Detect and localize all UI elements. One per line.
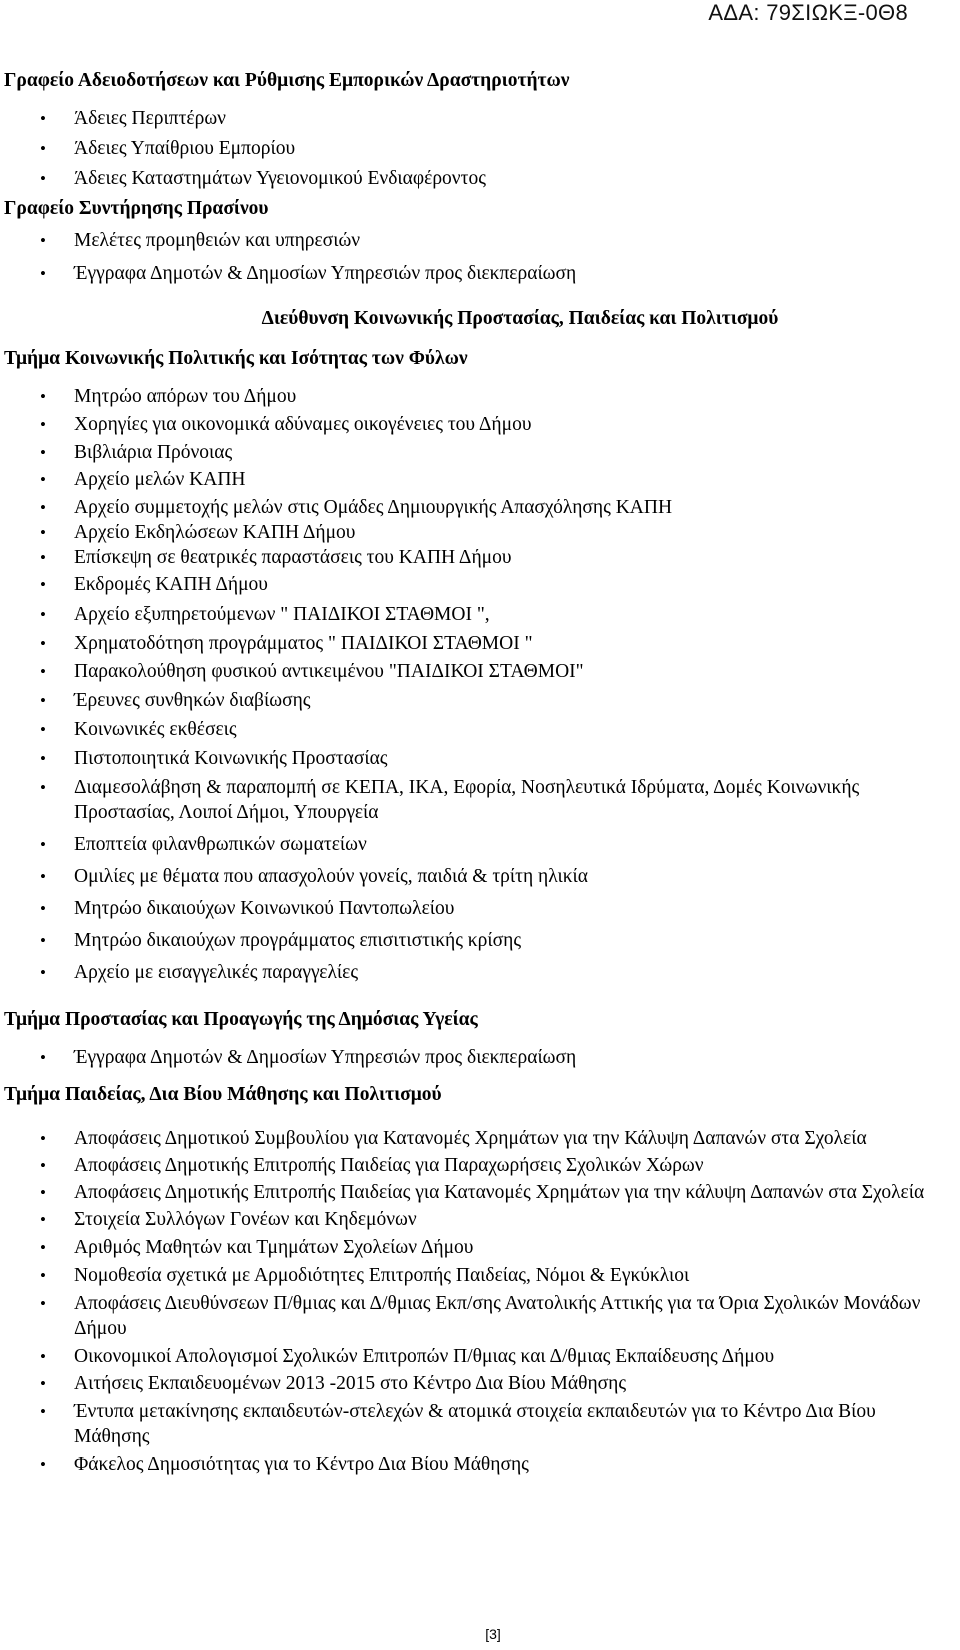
- item-list: [4, 228, 956, 286]
- list-item: • Ομιλίες με θέματα που απασχολούν γονείς, παιδιά & τρίτη ηλικία: [4, 864, 956, 889]
- list-item: • Άδειες Καταστημάτων Υγειονομικού Ενδιαφέροντος: [4, 166, 956, 191]
- list-item: • Αποφάσεις Δημοτικής Επιτροπής Παιδείας για Παραχωρήσεις Σχολικών Χώρων: [4, 1153, 956, 1178]
- list-item: • Αριθμός Μαθητών και Τμημάτων Σχολείων Δήμου: [4, 1235, 956, 1260]
- directorate-title: Διεύθυνση Κοινωνικής Προστασίας, Παιδείας και Πολιτισμού: [261, 308, 779, 329]
- list-item: • Αιτήσεις Εκπαιδευομένων 2013 -2015 στο Κέντρο Δια Βίου Μάθησης: [4, 1371, 956, 1396]
- list-item: • Αποφάσεις Δημοτικού Συμβουλίου για Κατανομές Χρημάτων για την Κάλυψη Δαπανών στα Σχολεία: [4, 1126, 956, 1151]
- list-item: • Έρευνες συνθηκών διαβίωσης: [4, 688, 956, 713]
- list-item: • Χορηγίες για οικονομικά αδύναμες οικογένειες του Δήμου: [4, 412, 956, 437]
- list-item: • Αρχείο Εκδηλώσεων ΚΑΠΗ Δήμου: [4, 520, 956, 545]
- list-item: • Χρηματοδότηση προγράμματος " ΠΑΙΔΙΚΟΙ ΣΤΑΘΜΟΙ ": [4, 631, 956, 656]
- list-item: • Οικονομικοί Απολογισμοί Σχολικών Επιτροπών Π/θμιας και Δ/θμιας Εκπαίδευσης Δήμου: [4, 1344, 956, 1369]
- document-body: [4, 68, 956, 1477]
- item-list: [4, 1126, 956, 1477]
- list-item: • Μητρώο δικαιούχων Κοινωνικού Παντοπωλείου: [4, 896, 956, 921]
- list-item: • Διαμεσολάβηση & παραπομπή σε ΚΕΠΑ, ΙΚΑ, Εφορία, Νοσηλευτικά Ιδρύματα, Δομές Κοινωνικής Προστασίας, Λοιποί Δήμοι, Υπουργεία: [4, 775, 956, 825]
- list-item: • Έντυπα μετακίνησης εκπαιδευτών-στελεχών & ατομικά στοιχεία εκπαιδευτών για το Κέντρο Δια Βίου Μάθησης: [4, 1399, 956, 1449]
- list-item: • Πιστοποιητικά Κοινωνικής Προστασίας: [4, 746, 956, 771]
- list-item: • Παρακολούθηση φυσικού αντικειμένου "ΠΑΙΔΙΚΟΙ ΣΤΑΘΜΟΙ": [4, 659, 956, 684]
- list-item: • Εκδρομές ΚΑΠΗ Δήμου: [4, 572, 956, 597]
- list-item: • Αποφάσεις Διευθύνσεων Π/θμιας και Δ/θμιας Εκπ/σης Ανατολικής Αττικής για τα Όρια Σχολικών Μονάδων Δήμου: [4, 1291, 956, 1341]
- list-item: • Αποφάσεις Δημοτικής Επιτροπής Παιδείας για Κατανομές Χρημάτων για την κάλυψη Δαπανών στα Σχολεία: [4, 1180, 956, 1205]
- section-heading: Τμήμα Παιδείας, Δια Βίου Μάθησης και Πολιτισμού: [4, 1084, 442, 1105]
- section-social-policy: [4, 306, 956, 985]
- list-item: • Μελέτες προμηθειών και υπηρεσιών: [4, 228, 956, 253]
- list-item: • Αρχείο μελών ΚΑΠΗ: [4, 467, 956, 492]
- item-list: [4, 106, 956, 191]
- list-item: • Στοιχεία Συλλόγων Γονέων και Κηδεμόνων: [4, 1207, 956, 1232]
- section-education: [4, 1082, 956, 1477]
- list-item: • Κοινωνικές εκθέσεις: [4, 717, 956, 742]
- list-item: • Επίσκεψη σε θεατρικές παραστάσεις του ΚΑΠΗ Δήμου: [4, 545, 956, 570]
- section-heading: Τμήμα Κοινωνικής Πολιτικής και Ισότητας των Φύλων: [4, 348, 468, 369]
- section-heading: Τμήμα Προστασίας και Προαγωγής της Δημόσιας Υγείας: [4, 1009, 478, 1030]
- list-item: • Βιβλιάρια Πρόνοιας: [4, 440, 956, 465]
- section-licensing: [4, 68, 956, 191]
- list-item: • Έγγραφα Δημοτών & Δημοσίων Υπηρεσιών προς διεκπεραίωση: [4, 1045, 956, 1070]
- list-item: • Εποπτεία φιλανθρωπικών σωματείων: [4, 832, 956, 857]
- list-item: • Αρχείο με εισαγγελικές παραγγελίες: [4, 960, 956, 985]
- ada-code: ΑΔΑ: 79ΣΙΩΚΞ-0Θ8: [708, 0, 908, 25]
- list-item: • Μητρώο απόρων του Δήμου: [4, 384, 956, 409]
- section-green-maintenance: [4, 196, 956, 286]
- section-public-health: [4, 1007, 956, 1070]
- list-item: • Νομοθεσία σχετικά με Αρμοδιότητες Επιτροπής Παιδείας, Νόμοι & Εγκύκλιοι: [4, 1263, 956, 1288]
- section-heading: Γραφείο Συντήρησης Πρασίνου: [4, 198, 269, 219]
- list-item: • Έγγραφα Δημοτών & Δημοσίων Υπηρεσιών προς διεκπεραίωση: [4, 261, 956, 286]
- page-number: [3]: [485, 1626, 501, 1642]
- list-item: • Φάκελος Δημοσιότητας για το Κέντρο Δια Βίου Μάθησης: [4, 1452, 956, 1477]
- item-list: [4, 384, 956, 985]
- section-heading: Γραφείο Αδειοδοτήσεων και Ρύθμισης Εμπορικών Δραστηριοτήτων: [4, 70, 570, 91]
- list-item: • Αρχείο συμμετοχής μελών στις Ομάδες Δημιουργικής Απασχόλησης ΚΑΠΗ: [4, 495, 956, 520]
- list-item: • Μητρώο δικαιούχων προγράμματος επισιτιστικής κρίσης: [4, 928, 956, 953]
- list-item: • Αρχείο εξυπηρετούμενων " ΠΑΙΔΙΚΟΙ ΣΤΑΘΜΟΙ ",: [4, 602, 956, 627]
- list-item: • Άδειες Υπαίθριου Εμπορίου: [4, 136, 956, 161]
- list-item: • Άδειες Περιπτέρων: [4, 106, 956, 131]
- item-list: [4, 1045, 956, 1070]
